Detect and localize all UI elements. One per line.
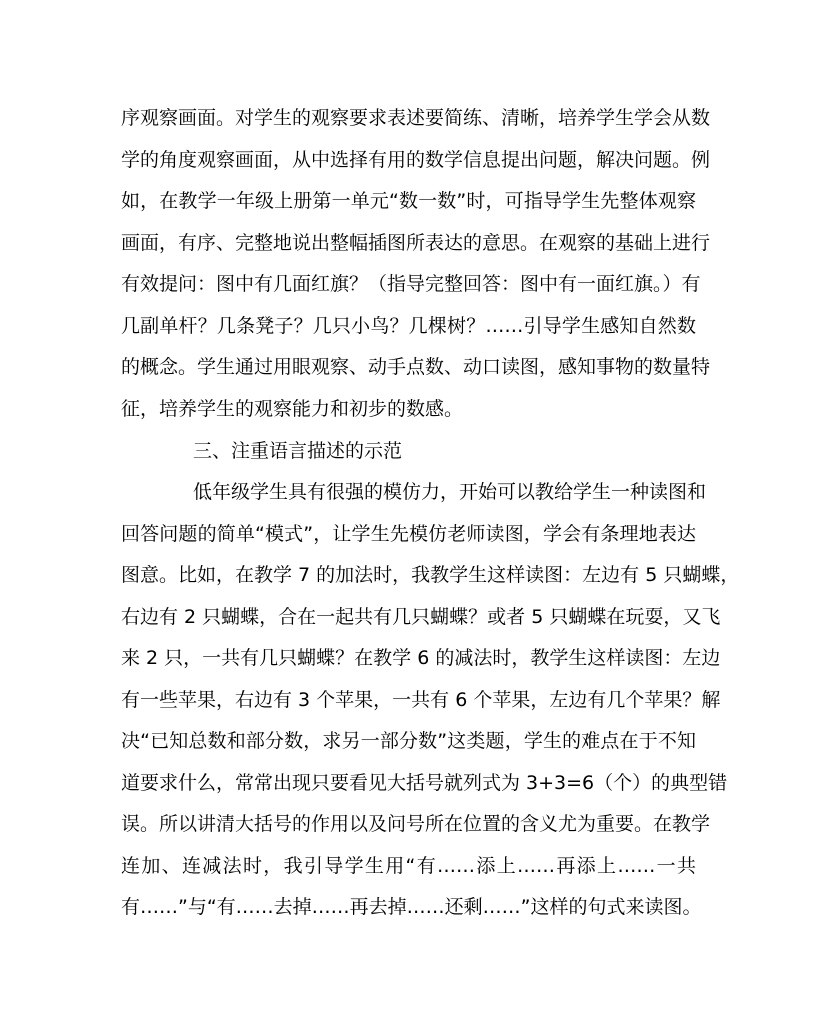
- paragraph-1-line-7: 的概念。学生通过用眼观察、动手点数、动口读图，感知事物的数量特: [121, 356, 711, 378]
- paragraph-1-line-8: 征，培养学生的观察能力和初步的数感。: [121, 398, 464, 420]
- paragraph-1-line-2: 学的角度观察画面，从中选择有用的数学信息提出问题，解决问题。例: [121, 149, 711, 171]
- paragraph-2-line-7: 决“已知总数和部分数，求另一部分数”这类题，学生的难点在于不知: [121, 730, 696, 752]
- paragraph-2-line-8: 道要求什么，常常出现只要看见大括号就列式为 3+3=6（个）的典型错: [121, 772, 728, 794]
- paragraph-1-line-3: 如，在教学一年级上册第一单元“数一数”时，可指导学生先整体观察: [121, 190, 696, 212]
- paragraph-1-line-6: 几副单杆？几条凳子？几只小鸟？几棵树？……引导学生感知自然数: [121, 315, 696, 337]
- paragraph-1-line-4: 画面，有序、完整地说出整幅插图所表达的意思。在观察的基础上进行: [121, 232, 711, 254]
- paragraph-2-line-6: 有一些苹果，右边有 3 个苹果，一共有 6 个苹果，左边有几个苹果？解: [121, 689, 721, 711]
- paragraph-2-line-3: 图意。比如，在教学 7 的加法时，我教学生这样读图：左边有 5 只蝴蝶，: [121, 564, 740, 586]
- paragraph-2-line-4: 右边有 2 只蝴蝶，合在一起共有几只蝴蝶？或者 5 只蝴蝶在玩耍，又飞: [121, 606, 721, 628]
- paragraph-2-line-9: 误。所以讲清大括号的作用以及问号所在位置的含义尤为重要。在教学: [121, 813, 711, 835]
- paragraph-2-line-10: 连加、连减法时，我引导学生用“有……添上……再添上……一共: [121, 855, 696, 877]
- paragraph-2-line-2: 回答问题的简单“模式”，让学生先模仿老师读图，学会有条理地表达: [121, 523, 696, 545]
- paragraph-1-line-5: 有效提问：图中有几面红旗？（指导完整回答：图中有一面红旗。）有: [121, 273, 701, 295]
- paragraph-2-line-1: 低年级学生具有很强的模仿力，开始可以教给学生一种读图和: [193, 481, 707, 503]
- paragraph-2-line-11: 有……”与“有……去掉……再去掉……还剩……”这样的句式来读图。: [121, 896, 702, 918]
- paragraph-1-line-1: 序观察画面。对学生的观察要求表述要简练、清晰，培养学生学会从数: [121, 107, 711, 129]
- paragraph-2-line-5: 来 2 只，一共有几只蝴蝶？在教学 6 的减法时，教学生这样读图：左边: [121, 647, 721, 669]
- section-heading-3: 三、注重语言描述的示范: [193, 440, 403, 462]
